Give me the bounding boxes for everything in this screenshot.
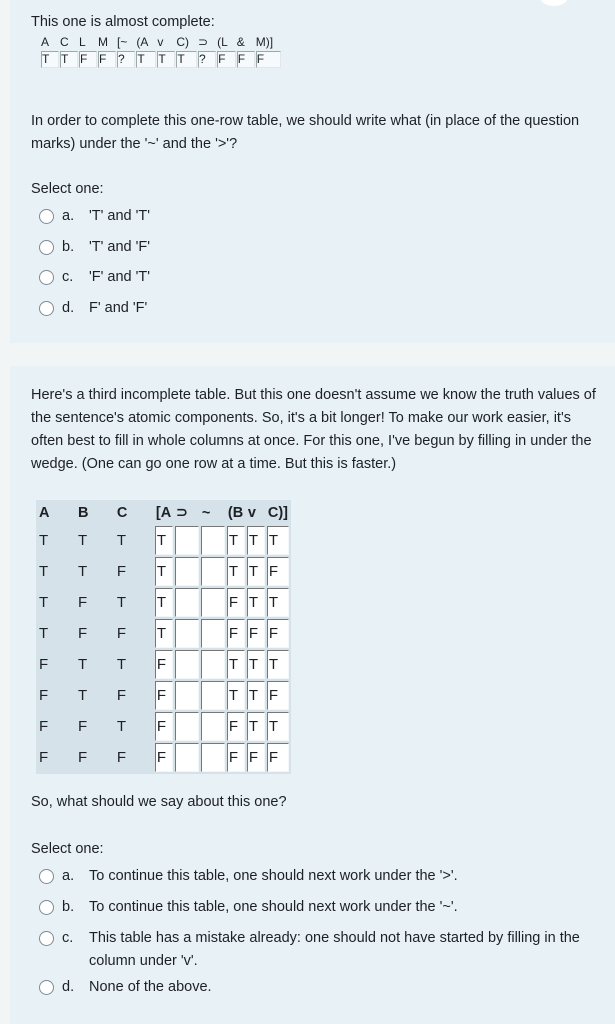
- q2-value-cell[interactable]: T: [155, 526, 173, 555]
- table-row: [38, 712, 289, 741]
- q2-value-cell[interactable]: [201, 650, 225, 679]
- q2-value-cell[interactable]: T: [227, 557, 245, 586]
- q2-value-cell[interactable]: [175, 650, 199, 679]
- q1-value-cell[interactable]: F: [237, 51, 255, 68]
- q2-header-cell: ~: [201, 505, 211, 521]
- q1-header-cell: &: [236, 35, 245, 49]
- q2-value-cell[interactable]: T: [247, 712, 265, 741]
- q1-header-cell: [~: [117, 35, 128, 49]
- option-text: 'F' and 'T': [89, 269, 151, 285]
- q2-value-cell[interactable]: [201, 743, 225, 772]
- q2-header-cell: ⊃: [175, 505, 189, 521]
- option-a[interactable]: [39, 865, 614, 888]
- radio-icon[interactable]: [39, 931, 54, 946]
- q2-atomic-cell: F: [77, 749, 88, 766]
- q1-value-cell[interactable]: F: [79, 51, 97, 68]
- option-letter: b.: [62, 239, 75, 255]
- q2-value-cell[interactable]: [201, 557, 225, 586]
- q2-atomic-cell: T: [39, 532, 49, 549]
- q1-header-cell: C): [176, 35, 190, 49]
- q1-value-cell[interactable]: F: [217, 51, 236, 68]
- q1-value-cell[interactable]: T: [157, 51, 175, 68]
- q1-header-cell: L: [79, 35, 86, 49]
- q2-atomic-cell: F: [77, 718, 88, 735]
- q2-header-cell: C)]: [267, 505, 288, 521]
- option-letter: d.: [62, 300, 75, 316]
- q2-value-cell[interactable]: [175, 712, 199, 741]
- q1-header-cell: C: [60, 35, 69, 49]
- q2-value-cell[interactable]: F: [267, 557, 289, 586]
- q1-table-header: [41, 35, 281, 50]
- option-text: To continue this table, one should next work under the '~'.: [89, 899, 458, 915]
- option-letter: d.: [62, 979, 75, 995]
- q2-question-text: Here's a third incomplete table. But this one doesn't assume we know the truth values of the sentence's atomic components. So, it's a bit longer! To make our work easier, it's often best to fill in whole columns at once. For this one, I've begun by filling in under the wedge. (One can go one row at a time. But this is faster.): [31, 387, 596, 472]
- q2-value-cell[interactable]: T: [155, 619, 173, 648]
- radio-icon[interactable]: [39, 869, 54, 884]
- q2-header-cell: [A: [155, 505, 172, 521]
- option-letter: a.: [62, 868, 75, 884]
- q2-atomic-cell: T: [77, 656, 88, 673]
- q2-value-cell[interactable]: [201, 588, 225, 617]
- option-letter: c.: [62, 930, 74, 946]
- table-row: [38, 588, 289, 617]
- q2-value-cell[interactable]: [175, 588, 199, 617]
- q2-value-cell[interactable]: F: [227, 588, 245, 617]
- q2-value-cell[interactable]: T: [267, 526, 289, 555]
- q2-value-cell[interactable]: F: [155, 712, 173, 741]
- q1-value-cell[interactable]: F: [98, 51, 116, 68]
- option-text: 'T' and 'F': [89, 239, 151, 255]
- option-c[interactable]: [39, 266, 614, 289]
- q1-header-cell: (L: [217, 35, 228, 49]
- q2-table-header: [38, 502, 289, 524]
- q2-value-cell[interactable]: [175, 743, 199, 772]
- option-text: This table has a mistake already: one should not have started by filling in the column under 'v'.: [89, 930, 580, 969]
- q2-atomic-cell: T: [77, 563, 88, 580]
- radio-icon[interactable]: [39, 900, 54, 915]
- option-a[interactable]: [39, 205, 614, 228]
- q2-value-cell[interactable]: T: [227, 526, 245, 555]
- q2-value-cell[interactable]: F: [227, 743, 245, 772]
- q2-atomic-cell: T: [116, 532, 127, 549]
- table-row: [38, 557, 289, 586]
- q2-value-cell[interactable]: [175, 526, 199, 555]
- question-card-1: [10, 0, 615, 343]
- radio-icon[interactable]: [39, 270, 54, 285]
- q2-value-cell[interactable]: F: [227, 619, 245, 648]
- q2-value-cell[interactable]: [175, 557, 199, 586]
- q2-atomic-cell: F: [39, 656, 49, 673]
- q2-value-cell[interactable]: T: [267, 650, 289, 679]
- q2-value-cell[interactable]: T: [155, 588, 173, 617]
- q2-value-cell[interactable]: T: [247, 681, 265, 710]
- q1-header-cell: (A: [136, 35, 149, 49]
- q2-atomic-cell: F: [116, 687, 127, 704]
- q2-atomic-cell: F: [116, 563, 127, 580]
- q2-value-cell[interactable]: F: [227, 712, 245, 741]
- radio-icon[interactable]: [39, 240, 54, 255]
- option-letter: b.: [62, 899, 75, 915]
- q2-value-cell[interactable]: T: [267, 588, 289, 617]
- option-c[interactable]: [39, 927, 614, 973]
- table-row: [38, 619, 289, 648]
- q1-value-cell[interactable]: ?: [117, 51, 135, 68]
- q2-atomic-cell: F: [39, 687, 49, 704]
- q2-value-cell[interactable]: F: [247, 619, 265, 648]
- radio-icon[interactable]: [39, 301, 54, 316]
- q2-atomic-cell: F: [39, 718, 49, 735]
- q2-value-cell[interactable]: F: [267, 681, 289, 710]
- q2-atomic-cell: F: [77, 594, 88, 611]
- q1-header-cell: v: [157, 35, 164, 49]
- q2-atomic-cell: T: [77, 532, 88, 549]
- q2-value-cell[interactable]: T: [227, 681, 245, 710]
- q2-value-cell[interactable]: F: [267, 743, 289, 772]
- q2-value-cell[interactable]: T: [247, 650, 265, 679]
- q1-value-cell[interactable]: ?: [198, 51, 216, 68]
- q2-value-cell[interactable]: [201, 619, 225, 648]
- q2-value-cell[interactable]: T: [247, 557, 265, 586]
- option-text: F' and 'F': [89, 300, 148, 316]
- q1-value-cell[interactable]: T: [41, 51, 59, 68]
- q2-value-cell[interactable]: F: [155, 650, 173, 679]
- q2-atomic-cell: T: [116, 656, 127, 673]
- question-card-2: [10, 366, 615, 1024]
- q2-value-cell[interactable]: F: [267, 619, 289, 648]
- q2-atomic-cell: F: [39, 749, 49, 766]
- q1-question-text: In order to complete this one-row table, we should write what (in place of the question marks) under the '~' and the '>'?: [31, 113, 580, 152]
- table-row: [38, 650, 289, 679]
- table-row: [38, 743, 289, 772]
- q2-value-cell[interactable]: T: [227, 650, 245, 679]
- q1-header-cell: ⊃: [198, 35, 209, 49]
- q1-select-label: Select one:: [31, 181, 104, 197]
- q2-atomic-cell: T: [39, 594, 49, 611]
- option-text: To continue this table, one should next work under the '>'.: [89, 868, 458, 884]
- q1-header-cell: A: [41, 35, 50, 49]
- q2-value-cell[interactable]: T: [247, 526, 265, 555]
- q2-value-cell[interactable]: [175, 619, 199, 648]
- q2-followup-text: So, what should we say about this one?: [31, 794, 287, 810]
- q2-atomic-cell: F: [116, 749, 127, 766]
- option-b[interactable]: [39, 896, 614, 919]
- table-row: [38, 681, 289, 710]
- table-row: [38, 526, 289, 555]
- q2-atomic-cell: T: [77, 687, 88, 704]
- q1-value-cell[interactable]: T: [60, 51, 78, 68]
- q2-value-cell[interactable]: [201, 526, 225, 555]
- q2-value-cell[interactable]: [201, 681, 225, 710]
- option-letter: a.: [62, 208, 75, 224]
- radio-icon[interactable]: [39, 209, 54, 224]
- q2-header-cell: (B: [227, 505, 244, 521]
- q2-value-cell[interactable]: F: [155, 743, 173, 772]
- q2-value-cell[interactable]: F: [247, 743, 265, 772]
- q2-atomic-cell: T: [116, 718, 127, 735]
- option-text: None of the above.: [89, 979, 212, 995]
- q2-header-cell: C: [116, 505, 128, 521]
- q1-header-cell: M: [98, 35, 108, 49]
- q2-value-cell[interactable]: T: [247, 588, 265, 617]
- q2-header-cell: A: [39, 505, 50, 521]
- q2-header-cell: v: [247, 505, 256, 521]
- q2-atomic-cell: F: [77, 625, 88, 642]
- q2-header-cell: B: [77, 505, 89, 521]
- option-letter: c.: [62, 269, 74, 285]
- q2-value-cell[interactable]: T: [267, 712, 289, 741]
- q1-value-cell[interactable]: F: [256, 51, 281, 68]
- q2-value-cell[interactable]: T: [155, 557, 173, 586]
- q2-value-cell[interactable]: [201, 712, 225, 741]
- q2-atomic-cell: T: [39, 625, 49, 642]
- q1-value-cell[interactable]: T: [176, 51, 197, 68]
- q1-header-cell: M)]: [255, 35, 274, 49]
- q2-value-cell[interactable]: F: [155, 681, 173, 710]
- q2-atomic-cell: F: [116, 625, 127, 642]
- option-text: 'T' and 'T': [89, 208, 151, 224]
- q2-atomic-cell: T: [39, 563, 49, 580]
- q2-select-label: Select one:: [31, 841, 104, 857]
- q2-truth-table: [36, 500, 291, 774]
- q1-table-row: [41, 51, 281, 68]
- radio-icon[interactable]: [39, 980, 54, 995]
- q1-value-cell[interactable]: T: [136, 51, 156, 68]
- q2-atomic-cell: T: [116, 594, 127, 611]
- option-d[interactable]: [39, 976, 614, 999]
- option-b[interactable]: [39, 236, 614, 259]
- q1-truth-table: [40, 34, 282, 69]
- option-d[interactable]: [39, 297, 614, 320]
- q2-value-cell[interactable]: [175, 681, 199, 710]
- q1-intro: This one is almost complete:: [31, 14, 215, 30]
